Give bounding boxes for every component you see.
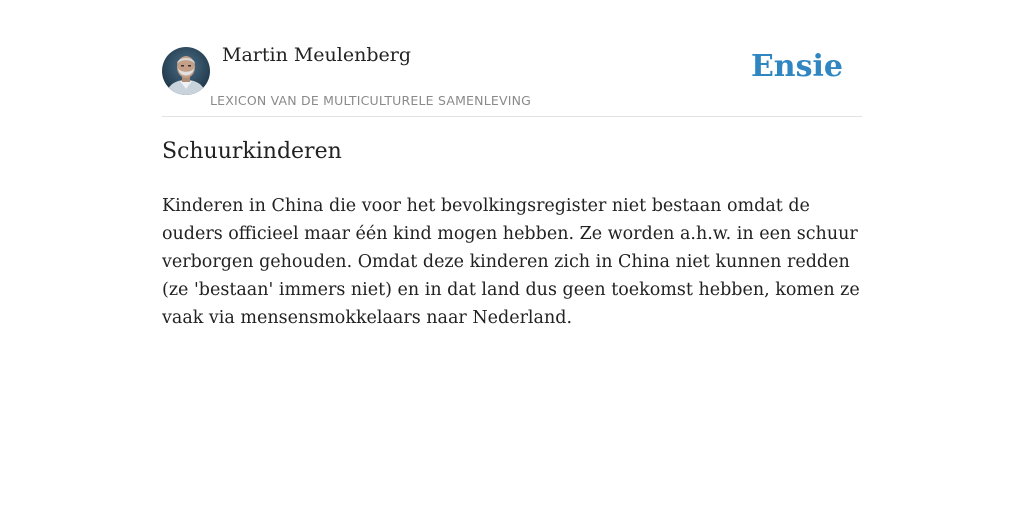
entry-title: Schuurkinderen — [162, 139, 342, 164]
author-photo-icon — [162, 47, 210, 95]
author-avatar[interactable] — [162, 47, 210, 95]
page-header — [162, 0, 862, 117]
lexicon-subtitle[interactable]: LEXICON VAN DE MULTICULTURELE SAMENLEVING — [210, 93, 532, 108]
ensie-logo-link[interactable]: Ensie — [750, 49, 843, 84]
entry-body: Kinderen in China die voor het bevolkingsregister niet bestaan omdat de ouders officieel maar één kind mogen hebben. Ze worden a.h.w. in een schuur verborgen gehouden. Omdat deze kinderen zich in China niet kunnen redden (ze 'bestaan' immers niet) en in dat land dus geen toekomst hebben, komen ze vaak via mensensmokkelaars naar Nederland. — [162, 196, 860, 328]
author-name[interactable]: Martin Meulenberg — [222, 44, 411, 66]
content-container — [162, 0, 862, 328]
